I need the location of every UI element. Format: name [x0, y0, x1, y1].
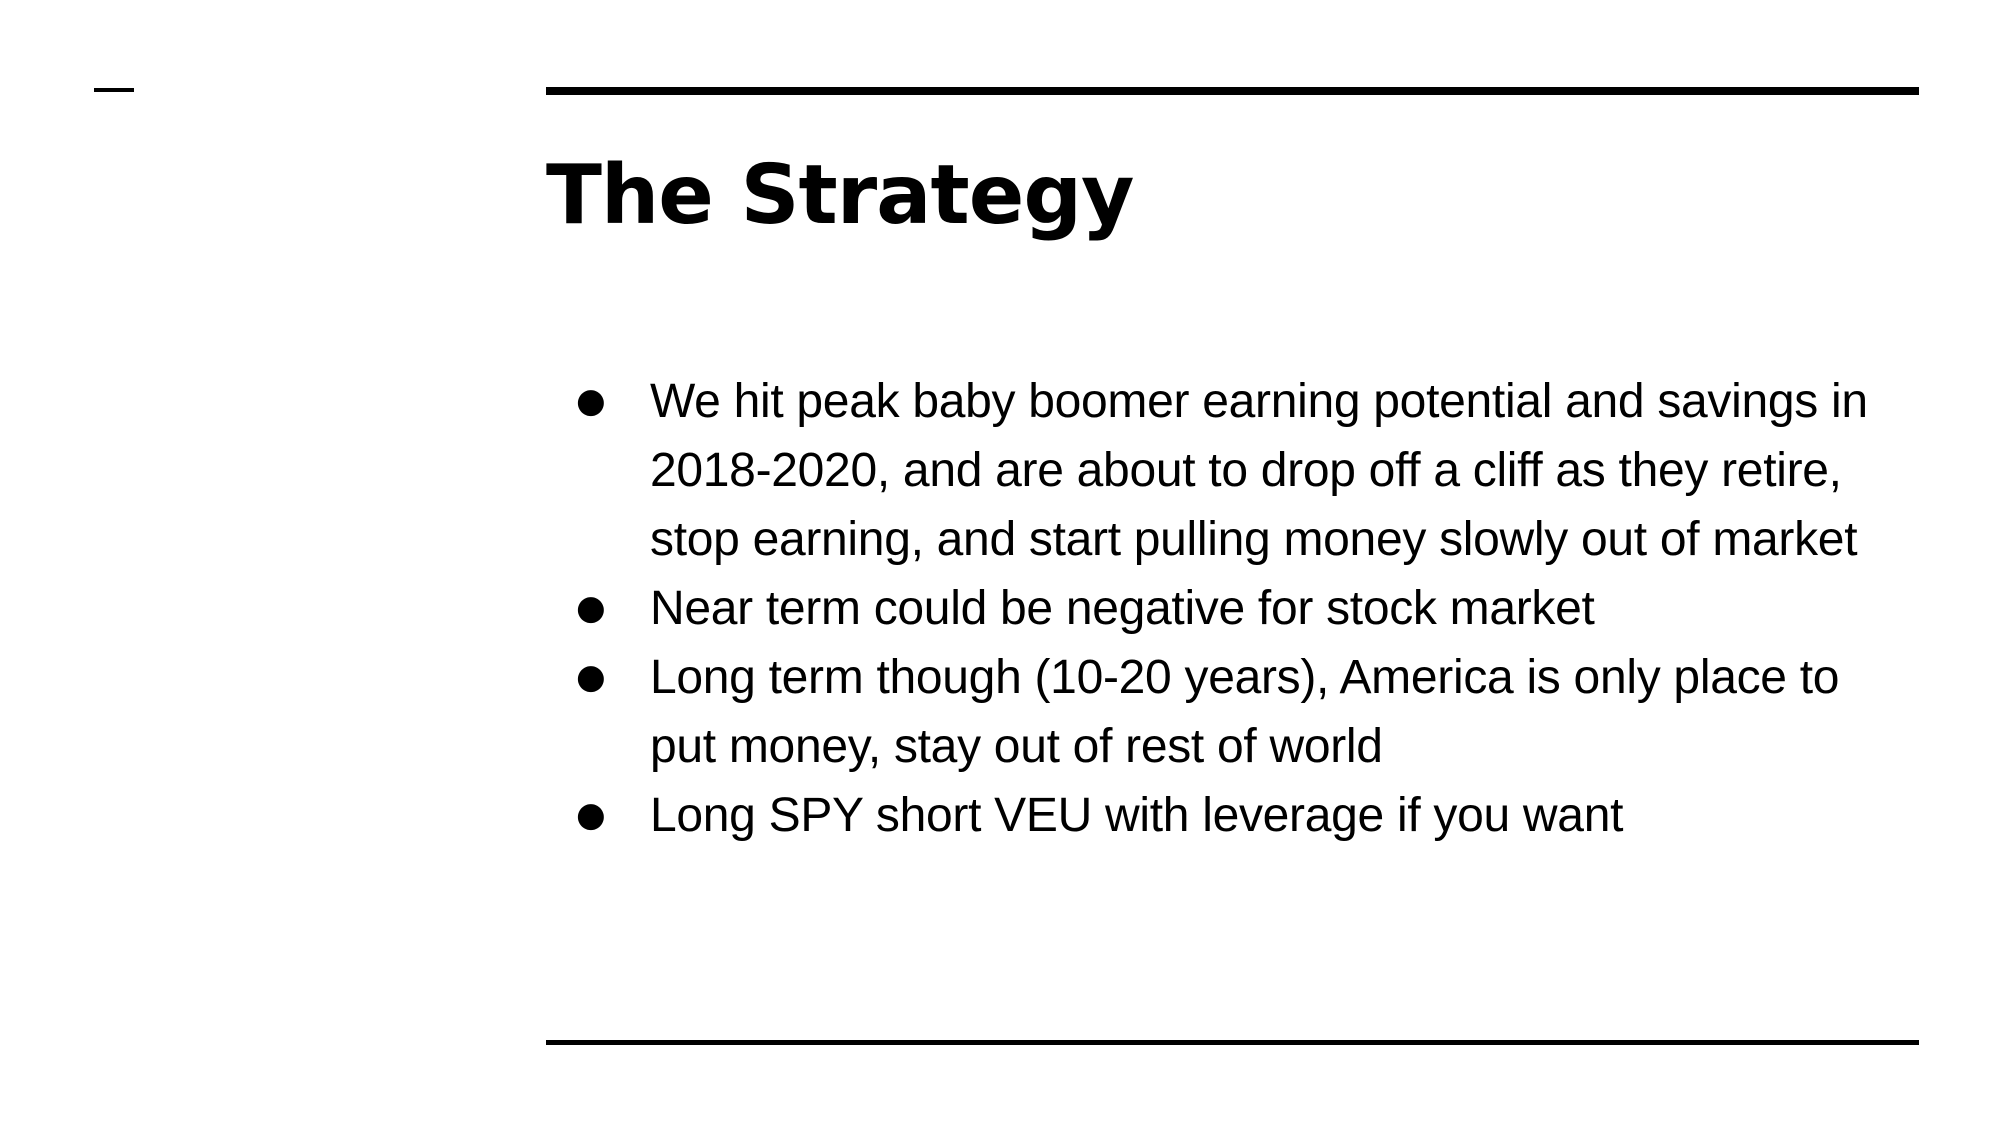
bottom-rule	[546, 1040, 1919, 1045]
bullet-text: We hit peak baby boomer earning potential and savings in 2018-2020, and are about to drop off a cliff as they retire, stop earning, and start pulling money slowly out of market	[650, 375, 1868, 566]
bullet-dot-icon: ●	[576, 381, 606, 421]
bullet-dot-icon: ●	[576, 795, 606, 835]
bullet-item	[546, 367, 1916, 574]
top-rule	[546, 87, 1919, 95]
bullet-dot-icon: ●	[576, 588, 606, 628]
bullet-text: Long term though (10-20 years), America is only place to put money, stay out of rest of world	[650, 651, 1840, 773]
bullet-item	[546, 574, 1916, 643]
bullet-text: Long SPY short VEU with leverage if you want	[650, 789, 1624, 842]
bullet-list	[546, 367, 1916, 850]
bullet-text: Near term could be negative for stock market	[650, 582, 1595, 635]
bullet-dot-icon: ●	[576, 657, 606, 697]
corner-dash-decoration	[94, 88, 134, 92]
bullet-item	[546, 643, 1916, 781]
slide-title: The Strategy	[546, 148, 1134, 243]
bullet-item	[546, 781, 1916, 850]
